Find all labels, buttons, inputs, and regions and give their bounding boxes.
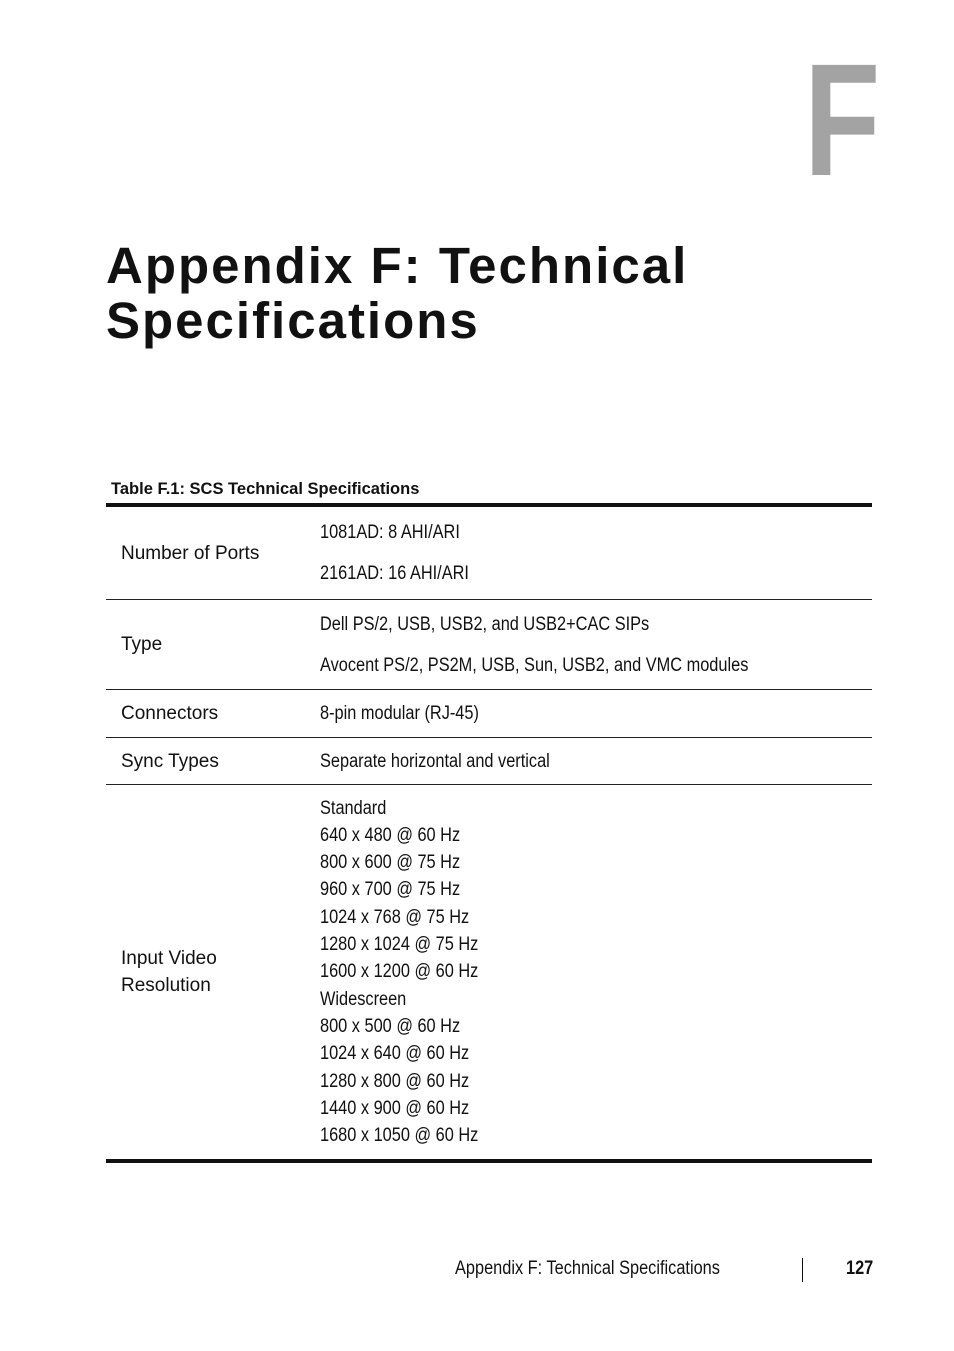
value-line: 2161AD: 16 AHI/ARI [320, 563, 469, 584]
row-value [320, 507, 872, 599]
spec-table [106, 503, 872, 1163]
page-title-line-2: Specifications [106, 292, 480, 349]
value-line: 1024 x 640 @ 60 Hz [320, 1043, 470, 1065]
row-label-line: Resolution [121, 975, 211, 996]
value-line: Dell PS/2, USB, USB2, and USB2+CAC SIPs [320, 613, 650, 635]
table-row-input-video-resolution [106, 784, 872, 1159]
chapter-letter: F [804, 30, 881, 209]
table-row-connectors [106, 689, 872, 737]
row-label [106, 785, 320, 1159]
value-line: Widescreen [320, 988, 407, 1010]
row-value [320, 738, 872, 784]
page-title [106, 238, 866, 348]
row-label: Number of Ports [121, 542, 260, 564]
table-row-number-of-ports [106, 507, 872, 599]
value-line: Standard [320, 797, 387, 819]
value-line: 800 x 600 @ 75 Hz [320, 852, 461, 874]
page-number: 127 [846, 1258, 874, 1279]
value-line: 1280 x 800 @ 60 Hz [320, 1070, 470, 1092]
value-line: Avocent PS/2, PS2M, USB, Sun, USB2, and VMC modules [320, 654, 749, 676]
table-row-type [106, 599, 872, 689]
row-label: Type [121, 634, 163, 655]
value-line: 1600 x 1200 @ 60 Hz [320, 961, 479, 983]
value-line: 1081AD: 8 AHI/ARI [320, 522, 460, 543]
value-line: 1280 x 1024 @ 75 Hz [320, 934, 479, 956]
value-line: 960 x 700 @ 75 Hz [320, 879, 461, 901]
table-row-sync-types [106, 737, 872, 784]
value-line: 1024 x 768 @ 75 Hz [320, 906, 470, 928]
footer-chapter-title: Appendix F: Technical Specifications [455, 1258, 720, 1279]
value-line: 800 x 500 @ 60 Hz [320, 1015, 461, 1037]
row-value [320, 600, 872, 689]
page-title-line-1: Appendix F: Technical [106, 237, 689, 294]
value-line: 1680 x 1050 @ 60 Hz [320, 1125, 479, 1147]
footer-divider [802, 1258, 803, 1282]
value-line: Separate horizontal and vertical [320, 750, 550, 772]
row-label: Connectors [121, 703, 219, 724]
row-value [320, 690, 872, 737]
value-line: 1440 x 900 @ 60 Hz [320, 1097, 470, 1119]
value-line: 640 x 480 @ 60 Hz [320, 824, 461, 846]
row-value [320, 785, 872, 1159]
row-label-line: Input Video [121, 948, 217, 969]
table-caption: Table F.1: SCS Technical Specifications [111, 480, 420, 498]
row-label: Sync Types [121, 750, 219, 772]
value-line: 8-pin modular (RJ-45) [320, 703, 479, 724]
